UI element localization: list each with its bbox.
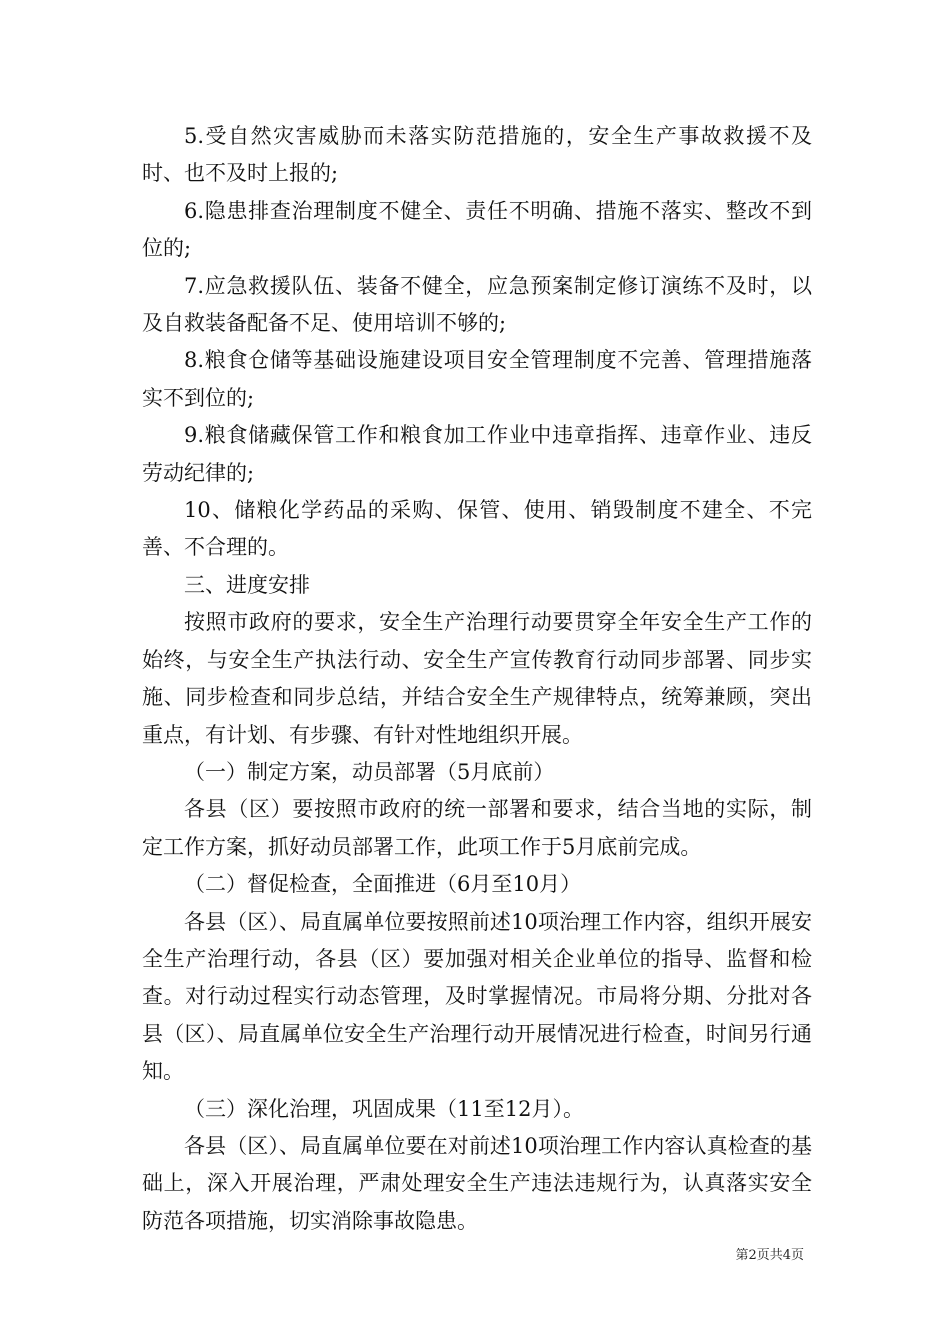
paragraph-schedule-intro: 按照市政府的要求，安全生产治理行动要贯穿全年安全生产工作的始终，与安全生产执法行动、安全生产宣传教育行动同步部署、同步实施、同步检查和同步总结，并结合安全生产规律特点，统筹兼顾，突出重点，有计划、有步骤、有针对性地组织开展。 [142,610,812,747]
paragraph-phase-3: 各县（区）、局直属单位要在对前述10项治理工作内容认真检查的基础上，深入开展治理，严肃处理安全生产违法违规行为，认真落实安全防范各项措施，切实消除事故隐患。 [142,1133,812,1233]
subheading-phase-2: （二）督促检查，全面推进（6月至10月） [184,872,582,897]
paragraph-item-8: 8.粮食仓储等基础设施建设项目安全管理制度不完善、管理措施落实不到位的; [142,348,812,410]
subheading-phase-3: （三）深化治理，巩固成果（11至12月）。 [184,1096,584,1121]
paragraph-phase-1: 各县（区）要按照市政府的统一部署和要求，结合当地的实际，制定工作方案，抓好动员部署工作，此项工作于5月底前完成。 [142,797,812,859]
paragraph-item-7: 7.应急救援队伍、装备不健全，应急预案制定修订演练不及时，以及自救装备配备不足、使用培训不够的; [142,273,812,336]
paragraph-item-10: 10、储粮化学药品的采购、保管、使用、销毁制度不建全、不完善、不合理的。 [142,498,812,560]
document-body [142,118,812,1240]
paragraph-item-5: 5.受自然灾害威胁而未落实防范措施的，安全生产事故救援不及时、也不及时上报的; [142,124,812,186]
paragraph-item-6: 6.隐患排查治理制度不健全、责任不明确、措施不落实、整改不到位的; [142,198,812,261]
paragraph-phase-2: 各县（区）、局直属单位要按照前述10项治理工作内容，组织开展安全生产治理行动，各县（区）要加强对相关企业单位的指导、监督和检查。对行动过程实行动态管理，及时掌握情况。市局将分期、分批对各县（区）、局直属单位安全生产治理行动开展情况进行检查，时间另行通知。 [142,909,812,1084]
subheading-phase-1: （一）制定方案，动员部署（5月底前） [184,759,555,784]
section-heading-schedule: 三、进度安排 [184,572,310,597]
paragraph-item-9: 9.粮食储藏保管工作和粮食加工作业中违章指挥、违章作业、违反劳动纪律的; [142,423,812,485]
page-footer-indicator: 第2页共4页 [735,1248,804,1263]
